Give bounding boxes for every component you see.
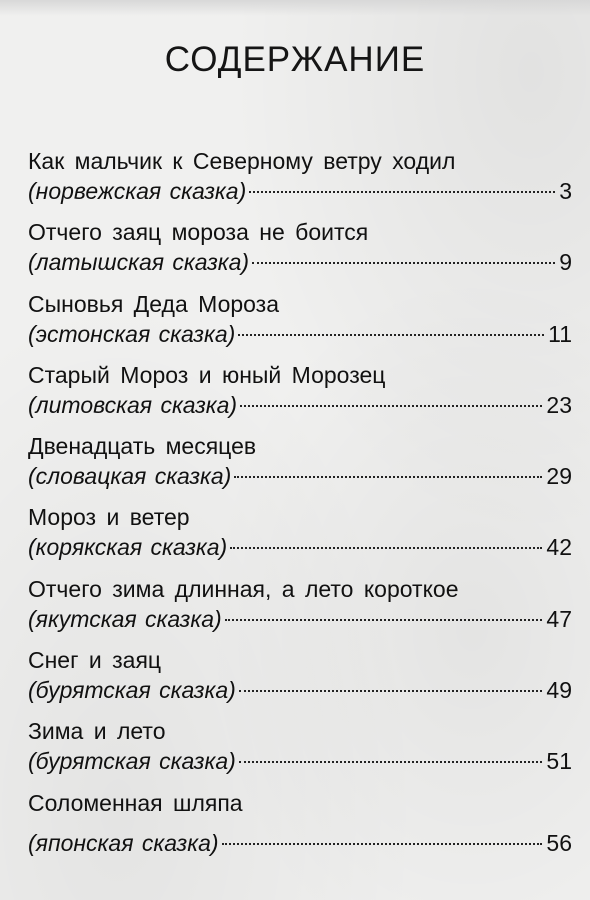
toc-entry-subtitle: (норвежская сказка) (28, 178, 247, 204)
toc-entry (28, 146, 572, 217)
dot-leader (239, 761, 543, 763)
toc-entry-title: Старый Мороз и юный Морозец (28, 361, 386, 388)
dot-leader (225, 619, 543, 621)
toc-entry-title: Отчего заяц мороза не боится (28, 219, 369, 246)
toc-entry (28, 217, 572, 288)
toc-entry-line (28, 390, 572, 420)
toc-entry-subtitle: (бурятская сказка) (28, 748, 236, 775)
toc-entry-page: 51 (546, 748, 572, 775)
toc-entry-line (28, 746, 572, 776)
toc-entry-page: 3 (559, 178, 572, 204)
toc-entry-subtitle: (латышская сказка) (28, 249, 250, 276)
toc-entry-page: 47 (546, 605, 572, 632)
table-of-contents (28, 146, 572, 859)
toc-entry-title: Двенадцать месяцев (28, 433, 257, 460)
dot-leader (240, 405, 542, 407)
dot-leader (234, 476, 542, 478)
dot-leader (238, 334, 544, 336)
toc-entry-line (28, 461, 572, 491)
toc-entry-line (28, 247, 572, 277)
toc-entry-subtitle: (эстонская сказка) (28, 320, 236, 347)
toc-entry-page: 56 (546, 829, 572, 856)
toc-entry-line (28, 828, 572, 858)
toc-entry (28, 716, 572, 787)
page-title: СОДЕРЖАНИЕ (164, 40, 426, 79)
toc-entry-line (28, 176, 572, 206)
toc-entry (28, 502, 572, 573)
toc-entry (28, 574, 572, 645)
toc-entry-title: Зима и лето (28, 718, 166, 745)
toc-entry-subtitle: (словацкая сказка) (28, 463, 232, 490)
toc-entry-page: 9 (559, 249, 572, 276)
toc-entry-line (28, 319, 572, 349)
toc-entry (28, 360, 572, 431)
page-edge-shadow (0, 0, 590, 16)
toc-entry-title: Как мальчик к Северному ветру ходил (28, 148, 456, 174)
toc-entry (28, 645, 572, 716)
dot-leader (222, 843, 543, 845)
toc-entry-page: 42 (546, 534, 572, 561)
toc-entry-subtitle: (корякская сказка) (28, 534, 228, 561)
dot-leader (239, 690, 543, 692)
toc-entry-title: Снег и заяц (28, 647, 162, 674)
toc-entry (28, 788, 572, 859)
toc-entry-line (28, 604, 572, 634)
toc-entry-page: 29 (546, 463, 572, 490)
toc-entry-title: Соломенная шляпа (28, 789, 243, 816)
toc-entry-title: Отчего зима длинная, а лето короткое (28, 575, 459, 602)
toc-entry (28, 289, 572, 360)
toc-entry-title: Мороз и ветер (28, 504, 190, 531)
dot-leader (252, 262, 555, 264)
toc-entry-page: 23 (546, 391, 572, 418)
toc-entry-page: 11 (548, 320, 572, 347)
toc-entry-title: Сыновья Деда Мороза (28, 290, 280, 317)
toc-entry-subtitle: (литовская сказка) (28, 391, 238, 418)
dot-leader (230, 547, 542, 549)
toc-entry-page: 49 (546, 677, 572, 704)
toc-entry-line (28, 532, 572, 562)
toc-entry-subtitle: (якутская сказка) (28, 605, 222, 632)
toc-entry-subtitle: (бурятская сказка) (28, 677, 236, 704)
dot-leader (249, 191, 555, 193)
toc-entry (28, 431, 572, 502)
toc-entry-subtitle: (японская сказка) (28, 829, 219, 856)
toc-entry-line (28, 675, 572, 705)
